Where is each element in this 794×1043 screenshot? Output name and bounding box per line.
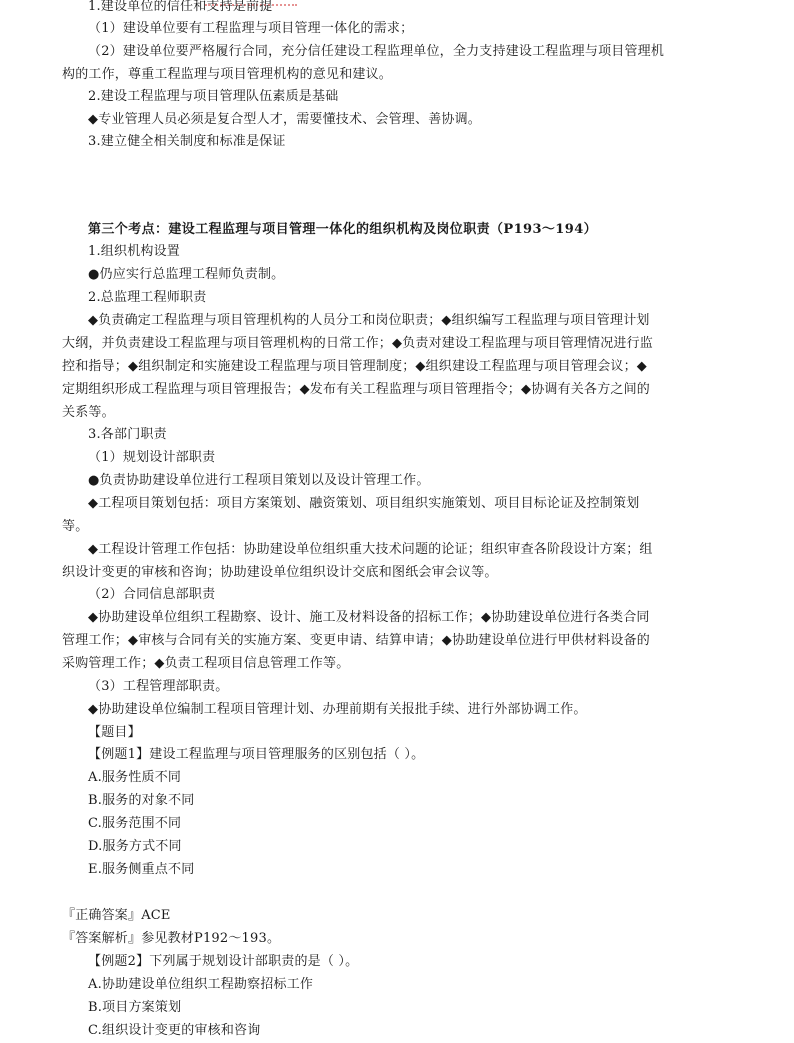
text-line: 定期组织形成工程监理与项目管理报告；◆发布有关工程监理与项目管理指令；◆协调有关各方之间的 [62, 382, 650, 397]
text-line: ◆专业管理人员必须是复合型人才，需要懂技术、会管理、善协调。 [88, 112, 481, 127]
text-line: 等。 [62, 519, 89, 534]
text-line: （2）合同信息部职责 [88, 587, 216, 602]
text-line: 大纲，并负责建设工程监理与项目管理机构的日常工作；◆负责对建设工程监理与项目管理情况进行监 [62, 336, 653, 351]
text-line: 2.总监理工程师职责 [88, 290, 207, 305]
text-line: （2）建设单位要严格履行合同，充分信任建设工程监理单位，全力支持建设工程监理与项目管理机 [88, 44, 665, 59]
text-line: 1.组织机构设置 [88, 244, 181, 259]
text-line: 采购管理工作；◆负责工程项目信息管理工作等。 [62, 656, 350, 671]
correct-answer: 『正确答案』ACE [62, 908, 171, 923]
text-line: ◆工程设计管理工作包括：协助建设单位组织重大技术问题的论证；组织审查各阶段设计方案；组 [88, 542, 653, 557]
text-line: 3.建立健全相关制度和标准是保证 [88, 134, 286, 149]
text-line: ◆协助建设单位编制工程项目管理计划、办理前期有关报批手续、进行外部协调工作。 [88, 702, 587, 717]
question-title: 【例题1】建设工程监理与项目管理服务的区别包括（ ）。 [88, 747, 425, 762]
text-line: 【题目】 [88, 725, 141, 740]
text-line: 2.建设工程监理与项目管理队伍素质是基础 [88, 89, 339, 104]
answer-option: B.项目方案策划 [88, 1000, 182, 1015]
section-heading: 第三个考点：建设工程监理与项目管理一体化的组织机构及岗位职责（P193～194） [88, 222, 598, 237]
answer-option: D.服务方式不同 [88, 839, 182, 854]
text-line: （1）建设单位要有工程监理与项目管理一体化的需求； [88, 21, 414, 36]
question-title: 【例题2】下列属于规划设计部职责的是（ ）。 [88, 954, 359, 969]
text-line: 构的工作，尊重工程监理与项目管理机构的意见和建议。 [62, 67, 393, 82]
answer-option: B.服务的对象不同 [88, 793, 195, 808]
answer-option: A.服务性质不同 [88, 770, 182, 785]
text-line: （1）规划设计部职责 [88, 450, 216, 465]
answer-explanation: 『答案解析』参见教材P192～193。 [62, 931, 281, 946]
answer-option: E.服务侧重点不同 [88, 862, 195, 877]
answer-option: C.服务范围不同 [88, 816, 182, 831]
text-line: 3.各部门职责 [88, 427, 167, 442]
text-line: ●仍应实行总监理工程师负责制。 [88, 267, 285, 282]
answer-option: A.协助建设单位组织工程勘察招标工作 [88, 977, 314, 992]
text-line: ◆工程项目策划包括：项目方案策划、融资策划、项目组织实施策划、项目目标论证及控制策划 [88, 496, 640, 511]
text-line: 织设计变更的审核和咨询；协助建设单位组织设计交底和图纸会审会议等。 [62, 565, 498, 580]
text-line: ●负责协助建设单位进行工程项目策划以及设计管理工作。 [88, 473, 430, 488]
answer-option: C.组织设计变更的审核和咨询 [88, 1023, 261, 1038]
text-line: 关系等。 [62, 405, 115, 420]
text-line: ◆负责确定工程监理与项目管理机构的人员分工和岗位职责；◆组织编写工程监理与项目管理计划 [88, 313, 650, 328]
text-line: （3）工程管理部职责。 [88, 679, 229, 694]
text-line: 控和指导；◆组织制定和实施建设工程监理与项目管理制度；◆组织建设工程监理与项目管理会议；◆ [62, 359, 647, 374]
text-line: 1.建设单位的信任和支持是前提 [88, 0, 273, 14]
text-line: 管理工作；◆审核与合同有关的实施方案、变更申请、结算申请；◆协助建设单位进行甲供材料设备的 [62, 633, 650, 648]
text-line: ◆协助建设单位组织工程勘察、设计、施工及材料设备的招标工作；◆协助建设单位进行各类合同 [88, 610, 650, 625]
